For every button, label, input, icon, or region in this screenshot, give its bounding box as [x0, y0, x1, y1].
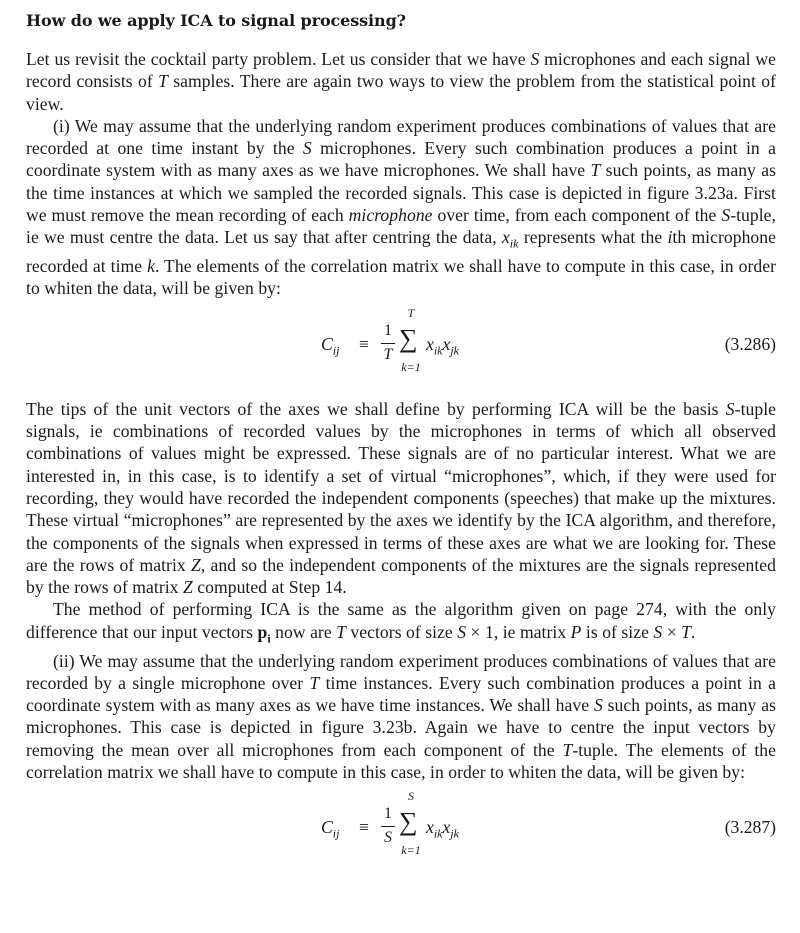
paragraph-intro: Let us revisit the cocktail party problem. Let us consider that we have S microphones and each signal we record consists of T samples. There are again two ways to view the problem from the statistical point of view. [26, 49, 776, 114]
eq2-frac-num: 1 [384, 805, 392, 823]
eq1-lhs: C [321, 333, 333, 354]
eq1-term: $x_{ik}x_{jk}$ [426, 333, 459, 358]
eq1-frac-num: 1 [384, 321, 392, 339]
eq2-relation: ≡ [359, 817, 369, 838]
equation-3-286 [26, 306, 776, 396]
eq2-number: (3.287) [724, 817, 776, 838]
eq2-frac-line [381, 826, 395, 827]
paragraph-case-ii: (ii) We may assume that the underlying random experiment produces combinations of values that are recorded by a single microphone over T time instances. Every such combination produces a point in a coordinate system with as many axes as we have time instances. We shall have S such points, as many as microphones. This case is depicted in figure 3.23b. Again we have to centre the input vectors by removing the mean over all microphones from each component of the T-tuple. The elements of the correlation matrix we shall have to compute in this case, in order to whiten the data, will be given by: [26, 650, 777, 783]
eq2-sum-upper: S [408, 789, 414, 804]
eq2-lhs: C [321, 817, 333, 838]
paragraph-basis: The tips of the unit vectors of the axes we shall define by performing ICA will be the basis S-tuple signals, ie combinations of recorded values by the microphones in terms of which all observed combinations of values might be expressed. These signals are of no particular interest. What we are interested in, in this case, is to identify a set of virtual “microphones”, which, if they were used for recording, they would have recorded the independent components (speeches) that make up the mixtures. These virtual “microphones” are represented by the axes we identify by the ICA algorithm, and therefore, the components of the signals when expressed in terms of these axes are what we are looking for. These are the rows of matrix Z, and so the independent components of the mixtures are the signals represented by the rows of matrix Z computed at Step 14. [26, 398, 776, 598]
eq1-relation: ≡ [359, 333, 369, 354]
page [26, 10, 776, 879]
paragraph-case-i: (i) We may assume that the underlying random experiment produces combinations of values that are recorded at one time instant by the S microphones. Every such combination produces a point in a coordinate system with as many axes as we have microphones. We shall have T such points, as many as the time instances at which we sampled the recorded signals. This case is depicted in figure 3.23a. First we must remove the mean recording of each microphone over time, from each component of the S-tuple, ie we must centre the data. Let us say that after centring the data, $x_{ik}$ represents what the ith microphone recorded at time k. The elements of the correlation matrix we shall have to compute in this case, in order to whiten the data, will be given by: [26, 115, 776, 299]
eq2-sum-lower: k=1 [401, 843, 421, 858]
eq2-sigma-icon: ∑ [399, 807, 418, 837]
eq1-lhs-sub: ij [332, 343, 340, 358]
eq2-frac-den: S [384, 829, 392, 847]
paragraph-method: The method of performing ICA is the same as the algorithm given on page 274, with the only difference that our input vectors $p_i$ now are T vectors of size S × 1, ie matrix P is of size S × T. [26, 599, 776, 646]
section-heading: How do we apply ICA to signal processing? [26, 11, 406, 30]
equation-3-287 [26, 789, 776, 879]
eq1-number: (3.286) [724, 333, 776, 354]
eq1-sum-upper: T [407, 305, 415, 320]
eq2-lhs-sub: ij [332, 826, 340, 841]
eq2-term: $x_{ik}x_{jk}$ [426, 817, 459, 841]
eq1-frac-line [381, 343, 395, 344]
eq1-frac-den: T [383, 345, 393, 363]
eq1-sigma-icon: ∑ [399, 323, 418, 353]
eq1-sum-lower: k=1 [401, 359, 421, 374]
